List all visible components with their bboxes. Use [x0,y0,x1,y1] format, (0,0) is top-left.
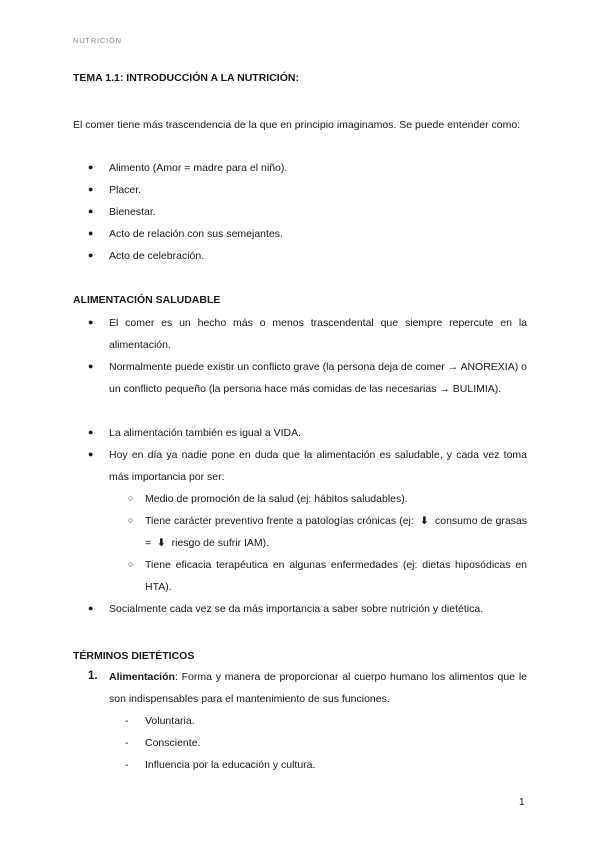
term-sub-item: Consciente. [145,737,201,749]
list-item: Acto de relación con sus semejantes. [109,228,283,240]
circle-bullet-icon: ○ [128,493,134,503]
sub-list-item: Medio de promoción de la salud (ej: hábitos saludables). [145,493,408,505]
circle-bullet-icon: ○ [128,559,134,569]
bullet-icon: ● [88,228,94,238]
intro-paragraph: El comer tiene más trascendencia de la que en principio imaginamos. Se puede entender como: [73,119,521,131]
dash-bullet-icon: - [125,737,129,749]
bullet-icon: ● [88,250,94,260]
page-header: NUTRICIÓN [73,36,122,45]
section-title-alimentacion-saludable: ALIMENTACIÓN SALUDABLE [73,294,221,306]
term-text: : Forma y manera de proporcionar al cuerpo humano los alimentos que le son indispensables para el mantenimiento de sus funciones. [109,671,527,705]
term-number: 1. [88,670,98,682]
page-number: 1 [519,797,525,808]
bullet-icon: ● [88,449,94,459]
bullet-icon: ● [88,206,94,216]
term-sub-item: Voluntaria. [145,715,195,727]
sub-list-item: Tiene eficacia terapéutica en algunas enfermedades (ej: dietas hiposódicas en HTA). [145,559,527,593]
list-item: Socialmente cada vez se da más importancia a saber sobre nutrición y dietética. [109,603,484,615]
list-item: Bienestar. [109,206,156,218]
dash-bullet-icon: - [125,715,129,727]
bullet-icon: ● [88,361,94,371]
sub-item-text-part: riesgo de sufrir IAM). [171,537,270,549]
list-item: Placer. [109,184,142,196]
bullet-icon: ● [88,427,94,437]
bullet-icon: ● [88,162,94,172]
term-name: Alimentación [109,671,175,683]
bullet-icon: ● [88,317,94,327]
list-item: Hoy en día ya nadie pone en duda que la alimentación es saludable, y cada vez toma más importancia por ser: [109,449,527,483]
page-title: TEMA 1.1: INTRODUCCIÓN A LA NUTRICIÓN: [73,72,299,84]
sub-list-item [145,510,527,554]
list-item: La alimentación también es igual a VIDA. [109,427,302,439]
bullet-icon: ● [88,603,94,613]
sub-item-text-part: consumo de grasas = [145,515,527,549]
down-arrow-icon: ⬇ [416,515,432,527]
circle-bullet-icon: ○ [128,515,134,525]
term-definition [109,666,527,710]
down-arrow-icon: ⬇ [154,537,169,549]
dash-bullet-icon: - [125,759,129,771]
section-title-terminos-dieteticos: TÉRMINOS DIETÉTICOS [73,650,195,662]
list-item: Alimento (Amor = madre para el niño). [109,162,288,174]
sub-item-text-part: Tiene carácter preventivo frente a patologías crónicas (ej: [145,515,414,527]
list-item: Acto de celebración. [109,250,205,262]
list-item: El comer es un hecho más o menos trascendental que siempre repercute en la alimentación. [109,317,527,351]
list-item: Normalmente puede existir un conflicto grave (la persona deja de comer → ANOREXIA) o un conflicto pequeño (la persona hace más comidas de las necesarias → BULIMIA). [109,361,527,395]
bullet-icon: ● [88,184,94,194]
term-sub-item: Influencia por la educación y cultura. [145,759,316,771]
